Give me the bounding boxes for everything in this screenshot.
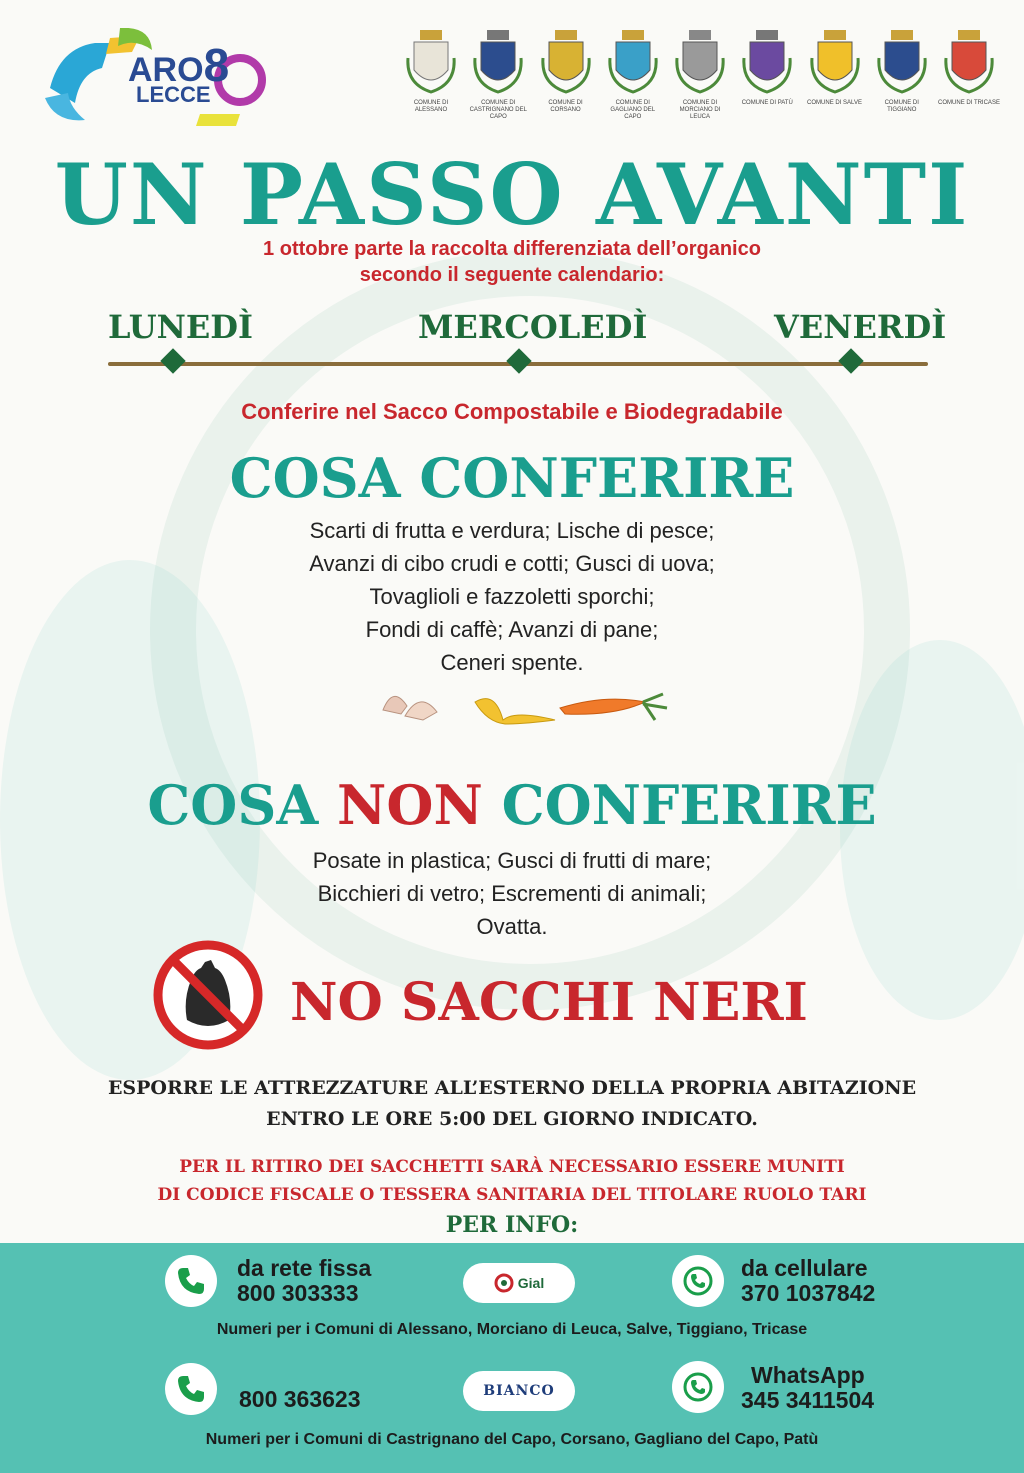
per-info-heading: PER INFO: bbox=[445, 1212, 579, 1238]
carrot-icon bbox=[560, 694, 667, 720]
logo-title: ARO8 bbox=[128, 39, 230, 91]
fixed-line-contact: da rete fissa 800 303333 bbox=[237, 1255, 372, 1306]
crest-alessano: COMUNE DI ALESSANO bbox=[400, 28, 462, 128]
crest-gagliano: COMUNE DI GAGLIANO DEL CAPO bbox=[602, 28, 664, 128]
mobile-contact: da cellulare 370 1037842 bbox=[741, 1255, 876, 1306]
day-friday: VENERDÌ bbox=[774, 308, 947, 346]
allowed-items-list bbox=[0, 514, 1024, 679]
banana-peel-icon bbox=[475, 699, 555, 724]
phone-number[interactable]: 800 363623 bbox=[239, 1386, 361, 1412]
no-black-bag-icon bbox=[153, 940, 263, 1050]
whatsapp-icon bbox=[672, 1361, 724, 1413]
contact-note: Numeri per i Comuni di Alessano, Morciano di Leuca, Salve, Tiggiano, Tricase bbox=[216, 1321, 808, 1338]
list-item: Posate in plastica; Gusci di frutti di mare; bbox=[312, 848, 712, 873]
list-item: Ovatta. bbox=[476, 914, 548, 939]
coat-of-arms-icon bbox=[541, 28, 591, 94]
fixed-line-contact bbox=[239, 1387, 361, 1412]
contact-note: Numeri per i Comuni di Castrignano del Capo, Corsano, Gagliano del Capo, Patù bbox=[205, 1431, 819, 1448]
exposure-instructions: ESPORRE LE ATTREZZATURE ALL’ESTERNO DELLA PROPRIA ABITAZIONE ENTRO LE ORE 5:00 DEL GIORNO INDICATO. bbox=[107, 1077, 917, 1130]
crest-corsano: COMUNE DI CORSANO bbox=[535, 28, 597, 128]
list-item: Fondi di caffè; Avanzi di pane; bbox=[365, 617, 659, 642]
not-allowed-items-list bbox=[0, 844, 1024, 943]
crest-salve: COMUNE DI SALVE bbox=[804, 28, 866, 128]
phone-icon bbox=[165, 1255, 217, 1307]
aro-lecce-logo bbox=[40, 28, 270, 128]
coat-of-arms-icon bbox=[608, 28, 658, 94]
organic-waste-illustration bbox=[375, 680, 675, 730]
no-black-bags-text: NO SACCHI NERI bbox=[290, 972, 808, 1033]
bianco-logo: BIANCO bbox=[463, 1371, 575, 1411]
list-item: Ceneri spente. bbox=[440, 650, 584, 675]
coat-of-arms-icon bbox=[675, 28, 725, 94]
eggshell-icon bbox=[383, 696, 437, 720]
phone-icon bbox=[165, 1363, 217, 1415]
timeline-marker bbox=[838, 348, 863, 373]
crest-morciano: COMUNE DI MORCIANO DI LEUCA bbox=[669, 28, 731, 128]
list-item: Scarti di frutta e verdura; Lische di pesce; bbox=[309, 518, 715, 543]
list-item: Tovaglioli e fazzoletti sporchi; bbox=[369, 584, 655, 609]
phone-number[interactable]: 800 303333 bbox=[237, 1280, 359, 1306]
crest-tiggiano: COMUNE DI TIGGIANO bbox=[871, 28, 933, 128]
contact-band bbox=[0, 1243, 1024, 1473]
coat-of-arms-icon bbox=[406, 28, 456, 94]
whatsapp-icon bbox=[672, 1255, 724, 1307]
phone-number[interactable]: 345 3411504 bbox=[741, 1387, 875, 1413]
bag-note: Conferire nel Sacco Compostabile e Biodegradabile bbox=[241, 399, 783, 424]
timeline-marker bbox=[160, 348, 185, 373]
timeline-marker bbox=[506, 348, 531, 373]
day-wednesday: MERCOLEDÌ bbox=[418, 308, 648, 346]
section-heading-not-allowed: COSA NON CONFERIRE bbox=[147, 773, 877, 837]
list-item: Avanzi di cibo crudi e cotti; Gusci di uova; bbox=[309, 551, 715, 576]
gial-flower-icon bbox=[494, 1273, 514, 1293]
day-monday: LUNEDÌ bbox=[108, 308, 254, 346]
gial-logo: Gial bbox=[463, 1263, 575, 1303]
page-title: UN PASSO AVANTI bbox=[54, 145, 970, 244]
crest-patu: COMUNE DI PATÙ bbox=[736, 28, 798, 128]
pickup-requirements: PER IL RITIRO DEI SACCHETTI SARÀ NECESSARIO ESSERE MUNITI DI CODICE FISCALE O TESSERA SANITARIA DEL TITOLARE RUOLO TARI bbox=[157, 1157, 867, 1205]
collection-calendar bbox=[108, 308, 947, 388]
crest-castrignano: COMUNE DI CASTRIGNANO DEL CAPO bbox=[467, 28, 529, 128]
phone-number[interactable]: 370 1037842 bbox=[741, 1280, 876, 1306]
coat-of-arms-icon bbox=[810, 28, 860, 94]
comuni-crests bbox=[400, 28, 1000, 128]
whatsapp-contact: WhatsApp 345 3411504 bbox=[741, 1362, 875, 1413]
section-heading-allowed: COSA CONFERIRE bbox=[229, 446, 795, 510]
coat-of-arms-icon bbox=[473, 28, 523, 94]
coat-of-arms-icon bbox=[742, 28, 792, 94]
coat-of-arms-icon bbox=[944, 28, 994, 94]
list-item: Bicchieri di vetro; Escrementi di animali; bbox=[317, 881, 707, 906]
crest-tricase: COMUNE DI TRICASE bbox=[938, 28, 1000, 128]
logo-subtitle: LECCE bbox=[136, 82, 211, 107]
coat-of-arms-icon bbox=[877, 28, 927, 94]
subtitle: 1 ottobre parte la raccolta differenziata dell’organico secondo il seguente calendario: bbox=[263, 238, 761, 286]
